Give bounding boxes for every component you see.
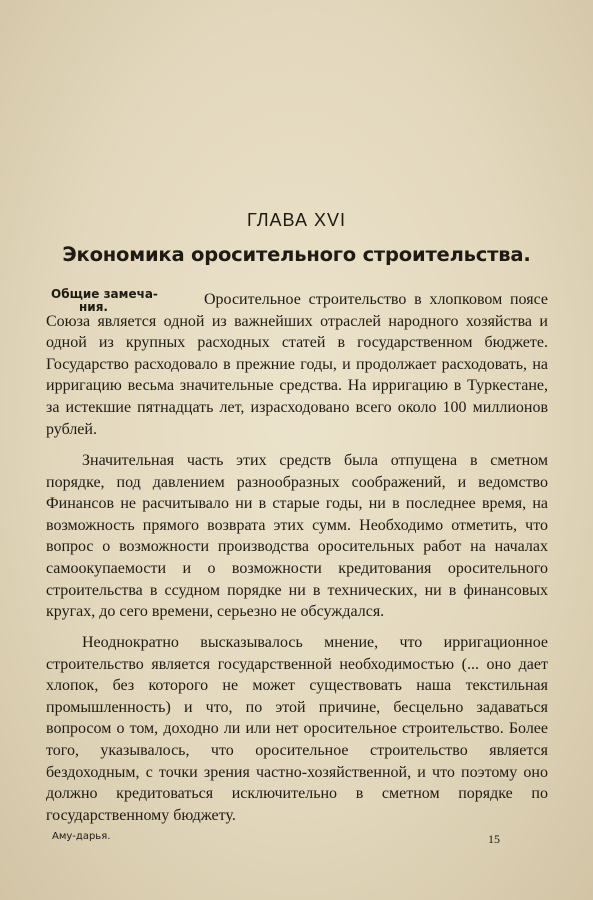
margin-note-line-2: ния. [79, 300, 108, 314]
footer-signature: Аму-дарья. [52, 831, 111, 842]
paragraph-3: Неоднократно высказывалось мнение, что ирригационное строительство является государственной необходимостью (... оно дает хлопок, без которого не может существовать наша текстильная промышленность) и что, по этой причине, бесцельно задаваться вопросом о том, доходно ли или нет оросительное строительство. Более того, указывалось, что оросительное строительство является бездоходным, с точки зрения частно-хозяйственной, и что поэтому оно должно кредитоваться исключительно в сметном порядке по государственному бюджету. [46, 634, 548, 824]
chapter-heading: ГЛАВА XVI [247, 210, 346, 230]
paragraph-1: Оросительное строительство в хлопковом поясе Союза является одной из важнейших отраслей народного хозяйства и одной из крупных расходных статей в государственном бюджете. Государство расходовало в прежние годы, и продолжает расходовать, на ирригацию весьма значительные средства. На ирригацию в Туркестане, за истекшие пятнадцать лет, израсходовано всего около 100 миллионов рублей. [46, 291, 548, 438]
paragraph-2: Значительная часть этих средств была отпущена в сметном порядке, под давлением разнообразных соображений, и ведомство Финансов не расчитывало ни в старые годы, ни в последнее время, на возможность прямого возврата этих сумм. Необходимо отметить, что вопрос о возможности производства оросительных работ на началах самоокупаемости и о возможности кредитования оросительного строительства в ссудном порядке ни в технических, ни в финансовых кругах, до сего времени, серьезно не обсуждался. [46, 452, 548, 621]
margin-note-line-1: Общие замеча- [51, 287, 158, 301]
chapter-title: Экономика оросительного строительства. [62, 243, 531, 266]
page-number: 15 [488, 832, 500, 846]
